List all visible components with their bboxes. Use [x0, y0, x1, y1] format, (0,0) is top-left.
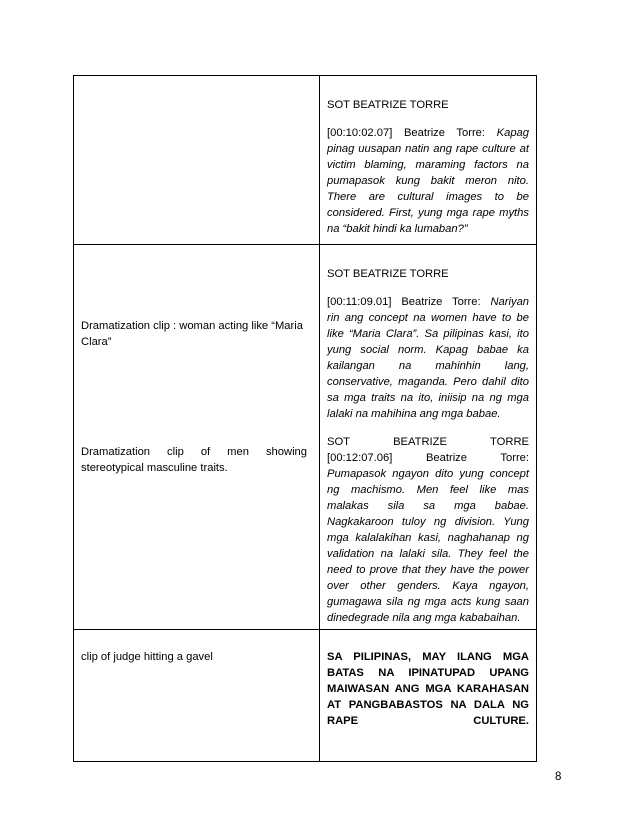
sot-heading: SOT BEATRIZE TORRE — [327, 99, 449, 111]
audio-cell-1 — [320, 76, 537, 245]
table-row — [74, 245, 537, 630]
sot-heading: SOT BEATRIZE TORRE — [327, 436, 529, 448]
quote-line: ng machismo. Men feel like mas — [327, 484, 529, 496]
quote-line: conservative, maganda. Pero dahil dito — [327, 376, 529, 388]
video-line: Dramatization clip : woman acting like “Maria — [81, 320, 303, 332]
narration-line: BATAS NA IPINATUPAD UPANG — [327, 667, 529, 679]
quote-line: malakas sila sa mga babae. — [327, 500, 529, 512]
quote-line: over other genders. Kaya ngayon, — [327, 580, 529, 592]
speaker-label: Beatrize Torre: — [425, 452, 530, 464]
quote-line: considered. First, yung mga rape myths — [327, 207, 529, 219]
video-line: stereotypical masculine traits. — [81, 462, 228, 474]
video-cell-2 — [74, 245, 320, 630]
audio-line — [327, 294, 529, 310]
audio-line — [327, 125, 529, 141]
table-row — [74, 76, 537, 245]
quote-line: Pumapasok ngayon dito yung concept — [327, 468, 529, 480]
video-cell-3 — [74, 630, 320, 762]
quote-line: kailangan na mahinhin lang, — [327, 360, 529, 372]
speaker-label: Beatrize Torre: — [401, 296, 481, 308]
video-line: Clara” — [81, 336, 112, 348]
narration-line: MAIWASAN ANG MGA KARAHASAN — [327, 683, 529, 695]
audio-line — [327, 450, 529, 466]
video-line: clip of judge hitting a gavel — [81, 651, 213, 663]
narration-cell — [320, 630, 537, 762]
quote-line: mga kalalakihan kasi, naghahanap ng — [327, 532, 529, 544]
quote-line: rin ang concept na women have to be — [327, 312, 529, 324]
quote-line: Nagkakaroon tuloy ng division. Yung — [327, 516, 529, 528]
video-note — [81, 318, 307, 350]
quote-line: pinag uusapan natin ang rape culture at — [327, 143, 529, 155]
timestamp: [00:11:09.01] — [327, 296, 392, 308]
page-number: 8 — [555, 771, 562, 783]
quote-line: validation na lalaki sila. They feel the — [327, 548, 529, 560]
quote-text: Kapag — [496, 127, 529, 139]
quote-line: victim blaming, maraming factors na — [327, 159, 529, 171]
quote-line: There are cultural images to be — [327, 191, 529, 203]
speaker-label: Beatrize Torre: — [403, 127, 486, 139]
quote-line: gumagawa sila ng mga acts kung saan — [327, 596, 529, 608]
quote-line: na “bakit hindi ka lumaban?” — [327, 223, 468, 235]
av-script-table — [73, 75, 537, 762]
audio-cell-2 — [320, 245, 537, 630]
table-row — [74, 630, 537, 762]
narration-line: AT PANGBABASTOS NA DALA NG — [327, 699, 529, 711]
narration-line: SA PILIPINAS, MAY ILANG MGA — [327, 651, 529, 663]
quote-line: sa mga traits na ito, iniisip na ng mga — [327, 392, 529, 404]
quote-line: like “Maria Clara”. Sa pilipinas kasi, ito — [327, 328, 529, 340]
quote-line: dinedegrade nila ang mga kababaihan. — [327, 612, 521, 624]
video-note — [81, 444, 307, 476]
video-line: Dramatization clip of men showing — [81, 446, 307, 458]
video-note — [81, 649, 307, 665]
quote-text: Nariyan — [490, 296, 530, 308]
video-cell-1 — [74, 76, 320, 245]
narration-line: RAPE CULTURE. — [327, 715, 529, 727]
quote-line: lalaki na mahihina ang mga babae. — [327, 408, 501, 420]
quote-line: yung social norm. Kapag babae ka — [327, 344, 529, 356]
quote-line: need to prove that they have the power — [327, 564, 529, 576]
timestamp: [00:12:07.06] — [327, 452, 393, 464]
sot-heading: SOT BEATRIZE TORRE — [327, 268, 449, 280]
timestamp: [00:10:02.07] — [327, 127, 393, 139]
quote-line: pumapasok kung bakit meron nito. — [327, 175, 529, 187]
